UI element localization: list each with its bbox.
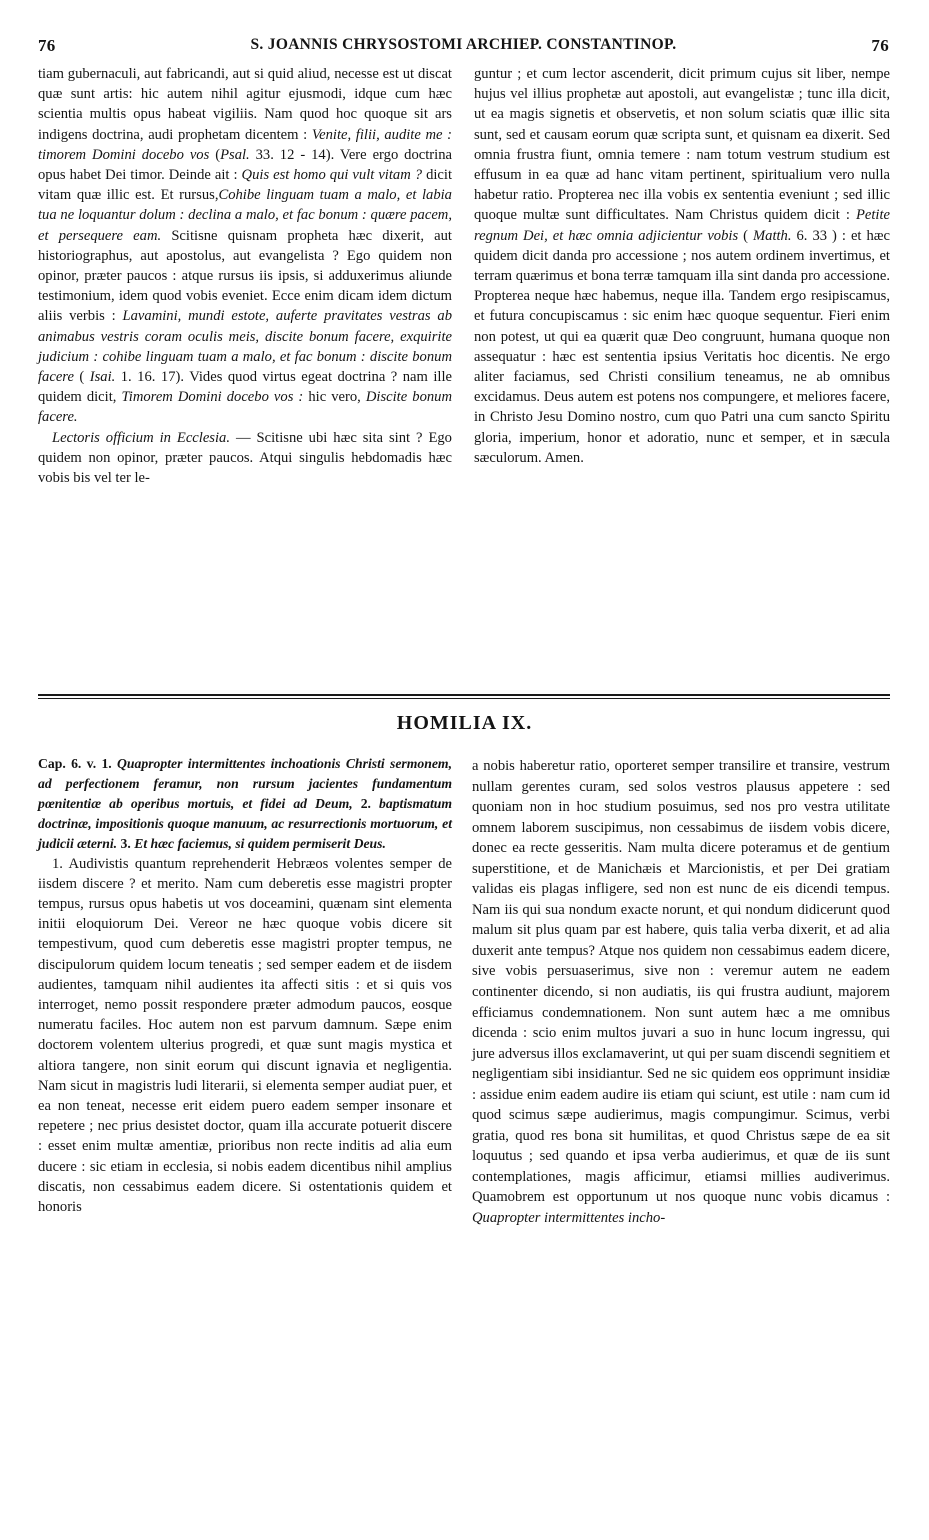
paragraph	[472, 756, 890, 1229]
italic-quote: Lavamini, mundi estote, auferte pravitates vestras ab animabus vestris coram oculis meis, discite bonum facere, exquirite judicium : cohibe linguam tuam a malo, et fac bonum : discite bonum facere	[38, 308, 452, 386]
text-run: Scitisne quisnam propheta hæc dixerit, aut historiographus, aut apostolus, aut evangelista ? Ego quidem non opinor, præter paucos : atque rursus iis ipsis, si adduxerimus aliunde testimonium, idem quod vobis eveniet. Ecce enim dicam idem dictum aliis verbis :	[38, 227, 452, 325]
section-heading: Lectoris officium in Ecclesia.	[52, 429, 230, 446]
citation-book: Matth.	[752, 227, 792, 244]
italic-quote: Cohibe linguam tuam a malo, et labia tua ne loquantur dolum : declina a malo, et fac bonum : quære pacem, et persequere eam.	[38, 187, 452, 244]
italic-quote: Quis est homo qui vult vitam ?	[241, 167, 423, 184]
chapter-summary	[38, 754, 452, 854]
citation-book: Isai.	[89, 369, 116, 386]
section-divider	[38, 694, 890, 700]
text-run: hic vero,	[303, 389, 366, 406]
text-run: (	[209, 146, 221, 163]
text-run: 6. 33 ) : et hæc quidem dicit danda pro accessione ; nos autem ordinem invertimus, et terram quærimus et bona terræ tamquam illa sint danda pro accessione. Propterea neque hæc habemus, neque illa. Tandem ergo resipiscamus, et futura concupiscamus : sic enim hæc quoque sequentur. Fieri enim non potest, ut qui ea quærit quæ Deo congruunt, humana quoque non assequatur : hæc est sententia ipsius Veritatis hoc dicentis. Ne ergo aliter faciamus, sed Christi consilium teneamus, ne ab omnibus excidamus. Deus autem est potens nos compungere, et meliores facere, in Christo Jesu Domino nostro, cum quo Patri una cum sancto Spiritu gloria, imperium, honor et adoratio, nunc et semper, et in sæcula sæculorum. Amen.	[474, 227, 890, 466]
chapter-reference: Cap. 6. v. 1.	[38, 756, 112, 771]
italic-quote: Discite bonum facere.	[38, 389, 452, 426]
paragraph	[474, 64, 890, 468]
text-run: dicit vitam quæ illic est. Et rursus,	[38, 167, 453, 204]
text-run: guntur ; et cum lector ascenderit, dicit primum cujus sit liber, nempe hujus vel illius prophetæ aut apostoli, aut evangelistæ ; tunc illa dicit, ut ea magis signetis et observetis, et non solum sciatis quæ illic sita sunt, sed et causam eorum quæ scripta sunt, et quisnam ea dixerit. Sed omnia frustra fiunt, omnia temere : nam totum vestrum studium est effusum in ea quæ ad hanc vitam pertinent, spiritualium vero nulla habetur ratio. Propterea nec illa vobis ex sententia eveniunt ; sed illic quoque multæ sunt difficultates. Nam Christus quidem dicit :	[474, 66, 890, 224]
left-page-number: 76	[38, 36, 56, 55]
paragraph	[38, 428, 452, 489]
paragraph: 1. Audivistis quantum reprehenderit Hebræos volentes semper de iisdem discere ? et merito. Nam cum deberetis esse magistri propter tempus, rursus opus habetis ut vos doceamini, quænam sint elementa initii eloquiorum Dei. Vereor ne hæc quoque vobis dicere sit tempestivum, quod cum deberetis esse magistri propter tempus, ne discipulorum quidem locum teneatis ; sed semper eadem et de iisdem audientes, tamquam nihil audientes ita affecti sitis : et si quis vos interroget, nemo possit respondere præter admodum paucos, eosque numeratu faciles. Hoc autem non est parvum damnum. Sæpe enim doctorem volentem ulterius progredi, et quæ sunt magis mystica et altiora tangere, non sinit eorum qui discunt ignavia et negligentia. Nam sicut in magistris ludi literarii, si elementa semper audiat puer, et ea non teneat, necesse erit eidem puero eadem semper insonare et repetere ; nec prius desistet doctor, quam illa accurate potuerit discere : esset enim multæ amentiæ, prioribus non recte inditis ad alia eum ducere : sic etiam in ecclesia, si nobis eadem dicentibus nihil amplius discatis, non cessabimus eadem dicere. Si ostentationis quidem et honoris	[38, 855, 452, 1215]
paragraph	[38, 64, 452, 428]
text-run: 1. 16. 17). Vides quod virtus egeat doctrina ? nam ille quidem dicit,	[38, 369, 452, 406]
running-head-title: S. JOANNIS CHRYSOSTOMI ARCHIEP. CONSTANTINOP.	[250, 36, 677, 53]
divider-thick-rule	[38, 694, 890, 696]
italic-quote: baptismatum doctrinæ, impositionis quoque manuum, ac resurrectionis mortuorum, et judicii æterni.	[38, 795, 453, 851]
right-page-number: 76	[871, 36, 889, 55]
bottom-left-column	[38, 754, 452, 1217]
italic-quote: Quapropter intermittentes inchoationis Christi sermonem, ad perfectionem feramur, non rursum jacientes fundamentum pœnitentiæ ab operibus mortuis, et fidei ad Deum,	[38, 756, 452, 811]
italic-quote: Et hæc faciemus, si quidem permiserit Deus.	[134, 835, 386, 851]
text-run: a nobis haberetur ratio, oporteret semper transilire et transire, vestrum nullam gerentes curam, sed solos vestros plausus appetere : sed quoniam non in hoc studium posuimus, sed nos pro vestra utilitate omnem laborem suscipimus, non cessabimus de iisdem vobis dicere, donec ea recte gesseritis. Nam multa dicere poteramus et de gentium superstitione, et de Manichæis et Marcionistis, et per Dei gratiam validas eis plagas infligere, sed non est nunc de eis dicendi tempus. Nam iis qui sua nondum exacte norunt, et qui nondum didicerunt quod malum sit plus quam par est habere, quis talia verba dixerit, et ad alia duxerit ante tempus? Atque nos quidem non cessabimus eadem dicere, sive vobis persuaserimus, sive non : veremur autem ne eadem continenter dicendo, si non audiatis, iis qui frustra audiunt, majorem efficiamus condemnationem. Non sunt autem hæc a me omnibus dicenda : scio enim multos juvari a suo in hunc locum ingressu, qui jure adversus illos exclamaverint, ut qui per suam discendi segnitiem et negligentiam sibi insidiantur. Sed ne sic quidem eos opprimunt insidiæ : assidue enim eadem audire iis etiam qui sciunt, est utile : nam cum id quod scimus sæpe audierimus, magis compungimur. Scimus, verbi gratia, quod res bona sit humilitas, et quod Christus sæpe de ea sit loquutus ; sed quando et ipsa verba audierimus, et quæ de iis sunt contemplationes, magis afficimur, etiamsi millies audiverimus. Quamobrem est opportunum ut nos quoque nunc vobis dicamus :	[472, 758, 890, 1206]
top-left-column	[38, 64, 452, 488]
italic-quote: Quapropter intermittentes incho-	[472, 1210, 666, 1227]
text-run: 33. 12 - 14). Vere ergo doctrina opus habet Dei timor. Deinde ait :	[38, 146, 452, 184]
top-right-column	[474, 64, 890, 468]
divider-thin-rule	[38, 698, 890, 699]
citation-book: Psal.	[220, 146, 250, 163]
homily-title: HOMILIA IX.	[396, 712, 533, 734]
text-run: — Scitisne ubi hæc sita sint ? Ego quidem non opinor, præter paucos. Atqui singulis hebdomadis hæc vobis bis vel ter le-	[38, 429, 452, 487]
italic-quote: Venite, filii, audite me : timorem Domini docebo vos	[38, 126, 452, 163]
italic-quote: Timorem Domini docebo vos :	[121, 389, 304, 406]
running-head	[38, 36, 889, 60]
italic-quote: Petite regnum Dei, et hæc omnia adjicientur vobis	[474, 207, 890, 244]
text-run: tiam gubernaculi, aut fabricandi, aut si quid aliud, necesse est ut discat quæ sunt artis: hic autem nihil agitur ejusmodi, idque cum hæc scientia multis opus habeat vigiliis. Nam quod hoc quoque sit ars indigens doctrina, audi prophetam dicentem :	[38, 66, 452, 143]
bottom-right-column	[472, 756, 890, 1229]
text-run: (	[738, 227, 753, 244]
verse-number: 2.	[352, 795, 379, 811]
text-run: (	[73, 369, 90, 386]
verse-number: 3.	[117, 835, 135, 851]
